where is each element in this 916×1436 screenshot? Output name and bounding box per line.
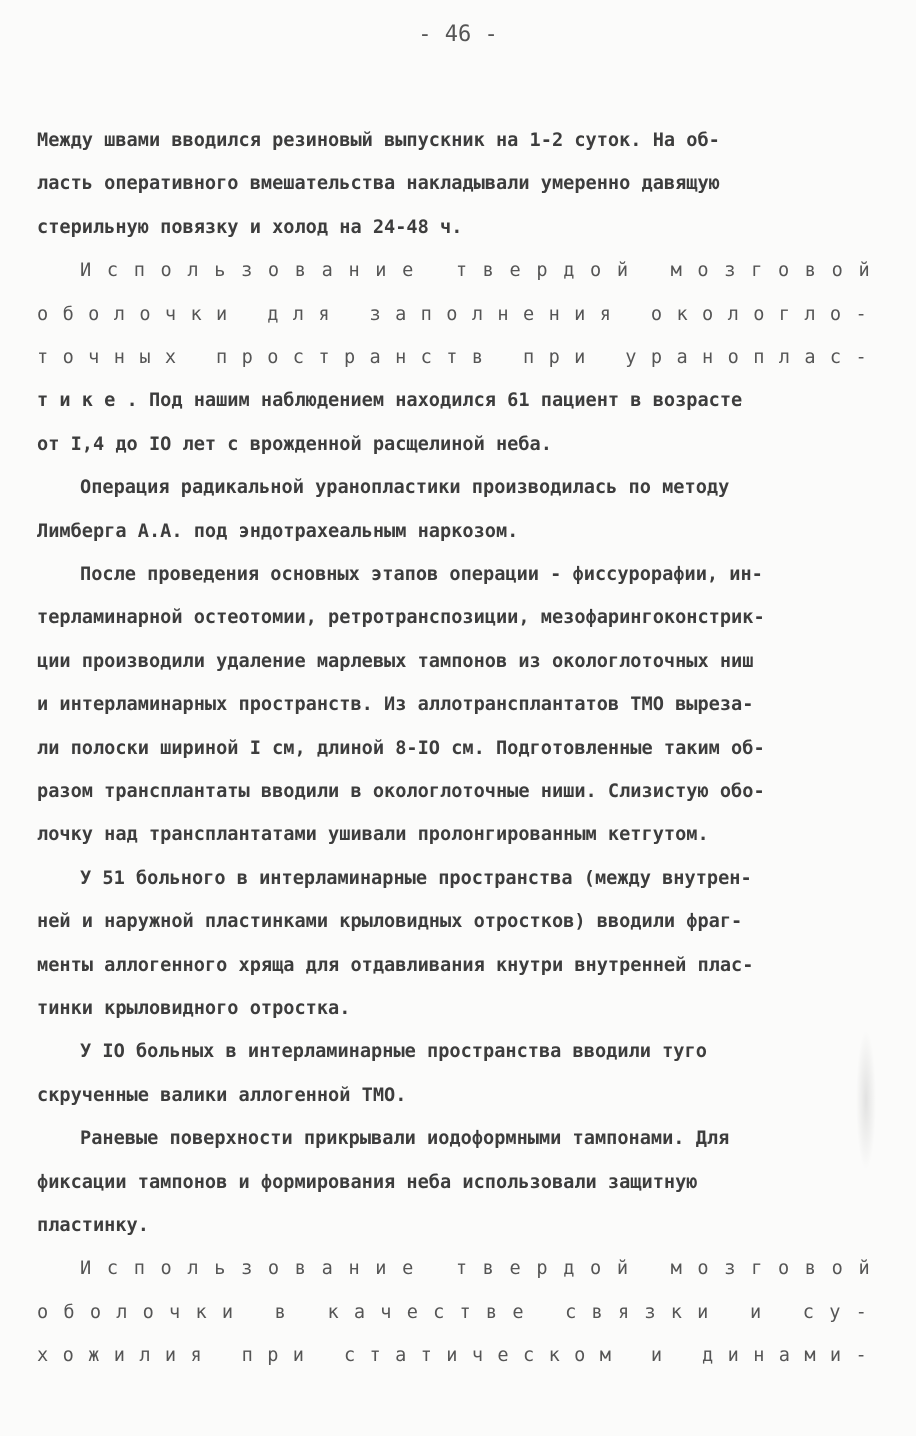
text-line: стерильную повязку и холод на 24-48 ч.	[37, 216, 463, 238]
text-line: ней и наружной пластинками крыловидных отростков) вводили фраг-	[37, 911, 743, 933]
text-line: о б о л о ч к и в к а ч е с т в е с в я з к и и с у -	[37, 1301, 867, 1323]
text-line: фиксации тампонов и формирования неба использовали защитную	[37, 1171, 698, 1193]
text-line: У 51 больного в интерламинарные пространства (между внутрен-	[80, 867, 752, 889]
text-line: о б о л о ч к и д л я з а п о л н е н и я о к о л о г л о -	[37, 303, 867, 325]
text-line: скрученные валики аллогенной ТМО.	[37, 1084, 407, 1106]
text-line: и интерламинарных пространств. Из аллотрансплантатов ТМО выреза-	[37, 694, 754, 716]
text-line: от I,4 до IO лет с врожденной расщелиной неба.	[37, 433, 552, 455]
text-line: пластинку.	[37, 1215, 149, 1236]
text-line: т о ч н ы х п р о с т р а н с т в п р и у р а н о п л а с -	[37, 347, 867, 368]
text-line: После проведения основных этапов операции - фиссурорафии, ин-	[80, 564, 763, 585]
text-line: х о ж и л и я п р и с т а т и ч е с к о м и д и н а м и -	[37, 1345, 867, 1367]
text-line: И с п о л ь з о в а н и е т в е р д о й м о з г о в о й	[80, 260, 870, 282]
text-line: Раневые поверхности прикрывали иодоформными тампонами. Для	[80, 1128, 730, 1150]
text-line: терламинарной остеотомии, ретротранспозиции, мезофарингоконстрик-	[37, 607, 765, 629]
text-line: И с п о л ь з о в а н и е т в е р д о й м о з г о в о й	[80, 1258, 870, 1280]
text-line: ли полоски шириной I см, длиной 8-IO см. Подготовленные таким об-	[37, 737, 765, 759]
text-line: Между швами вводился резиновый выпускник на 1-2 суток. На об-	[37, 130, 720, 151]
scan-smudge	[856, 1030, 876, 1170]
text-line: разом трансплантаты вводили в окологлоточные ниши. Слизистую обо-	[37, 781, 765, 802]
text-line: тинки крыловидного отростка.	[37, 998, 351, 1019]
text-line: ласть оперативного вмешательства накладывали умеренно давящую	[37, 173, 720, 195]
text-line: Лимберга А.А. под эндотрахеальным наркозом.	[37, 520, 519, 542]
text-line: лочку над трансплантатами ушивали пролонгированным кетгутом.	[37, 824, 709, 846]
text-line: У IO больных в интерламинарные пространства вводили туго	[80, 1041, 707, 1063]
page-number: - 46 -	[418, 22, 498, 47]
text-line: ции производили удаление марлевых тампонов из окологлоточных ниш	[37, 650, 754, 672]
text-line: т и к е . Под нашим наблюдением находился 61 пациент в возрасте	[37, 390, 743, 412]
text-line: Операция радикальной уранопластики производилась по методу	[80, 477, 730, 499]
text-line: менты аллогенного хряща для отдавливания кнутри внутренней плас-	[37, 954, 754, 976]
